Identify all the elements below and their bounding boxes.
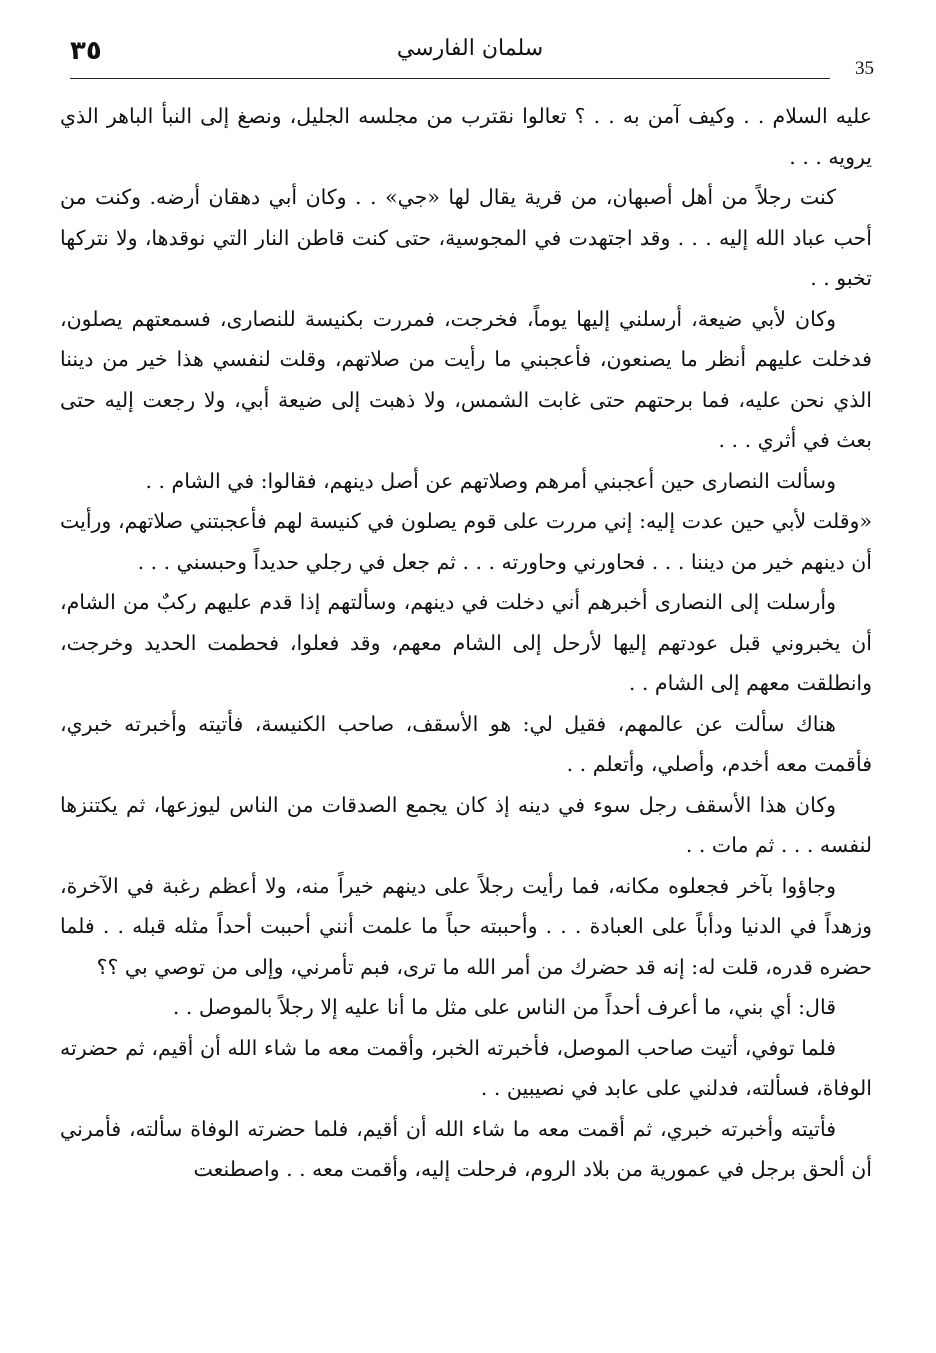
header-rule — [70, 78, 830, 79]
body-text — [60, 96, 872, 1190]
page-number-latin: 35 — [855, 58, 874, 79]
paragraph-1: عليه السلام . . وكيف آمن به . . ؟ تعالوا نقترب من مجلسه الجليل، ونصغ إلى النبأ الباهر الذي يرويه . . . — [60, 104, 872, 169]
page-number-arabic: ٣٥ — [70, 36, 102, 66]
running-title: سلمان الفارسي — [396, 36, 544, 61]
paragraph-4: وسألت النصارى حين أعجبني أمرهم وصلاتهم عن أصل دينهم، فقالوا: في الشام . . — [145, 468, 836, 493]
paragraph-12: فأتيته وأخبرته خبري، ثم أقمت معه ما شاء الله أن أقيم، فلما حضرته الوفاة سألته، فأمرني أن ألحق برجل في عمورية من بلاد الروم، فرحلت إليه، وأقمت معه . . واصطنعت — [60, 1116, 872, 1181]
paragraph-2: كنت رجلاً من أهل أصبهان، من قرية يقال لها «جي» . . وكان أبي دهقان أرضه. وكنت من أحب عباد الله إليه . . . وقد اجتهدت في المجوسية، حتى كنت قاطن النار التي نوقدها، ولا نتركها تخبو . . — [60, 185, 872, 290]
paragraph-9: وجاؤوا بآخر فجعلوه مكانه، فما رأيت رجلاً على دينهم خيراً منه، ولا أعظم رغبة في الآخرة، وزهداً في الدنيا ودأباً على العبادة . . . وأحببته حباً ما علمت أنني أحببت أحداً مثله قبله . . فلما حضره قدره، قلت له: إنه قد حضرك من أمر الله ما ترى، فبم تأمرني، وإلى من توصي بي ؟؟ — [60, 873, 872, 979]
paragraph-11: فلما توفي، أتيت صاحب الموصل، فأخبرته الخبر، وأقمت معه ما شاء الله أن أقيم، ثم حضرته الوفاة، فسألته، فدلني على عابد في نصيبين . . — [60, 1035, 872, 1100]
paragraph-8: وكان هذا الأسقف رجل سوء في دينه إذ كان يجمع الصدقات من الناس ليوزعها، ثم يكتنزها لنفسه . . . ثم مات . . — [60, 792, 872, 857]
paragraph-3: وكان لأبي ضيعة، أرسلني إليها يوماً، فخرجت، فمررت بكنيسة للنصارى، فسمعتهم يصلون، فدخلت عليهم أنظر ما يصنعون، فأعجبني ما رأيت من صلاتهم، وقلت لنفسي هذا خير من ديننا الذي نحن عليه، فما برحتهم حتى غابت الشمس، ولا ذهبت إلى ضيعة أبي، ولا رجعت إليه حتى بعث في أثري . . . — [60, 306, 872, 452]
paragraph-7: هناك سألت عن عالمهم، فقيل لي: هو الأسقف، صاحب الكنيسة، فأتيته وأخبرته خبري، فأقمت معه أخدم، وأصلي، وأتعلم . . — [60, 711, 872, 776]
paragraph-6: وأرسلت إلى النصارى أخبرهم أني دخلت في دينهم، وسألتهم إذا قدم عليهم ركبٌ من الشام، أن يخبروني قبل عودتهم إليها لأرحل إلى الشام معهم، وقد فعلوا، فحطمت الحديد وخرجت، وانطلقت معهم إلى الشام . . — [60, 590, 872, 695]
paragraph-5: «وقلت لأبي حين عدت إليه: إني مررت على قوم يصلون في كنيسة لهم فأعجبتني صلاتهم، ورأيت أن دينهم خير من ديننا . . . فحاورني وحاورته . . . ثم جعل في رجلي حديداً وحبسني . . . — [60, 509, 872, 574]
page-header — [60, 28, 880, 68]
paragraph-10: قال: أي بني، ما أعرف أحداً من الناس على مثل ما أنا عليه إلا رجلاً بالموصل . . — [172, 995, 836, 1019]
